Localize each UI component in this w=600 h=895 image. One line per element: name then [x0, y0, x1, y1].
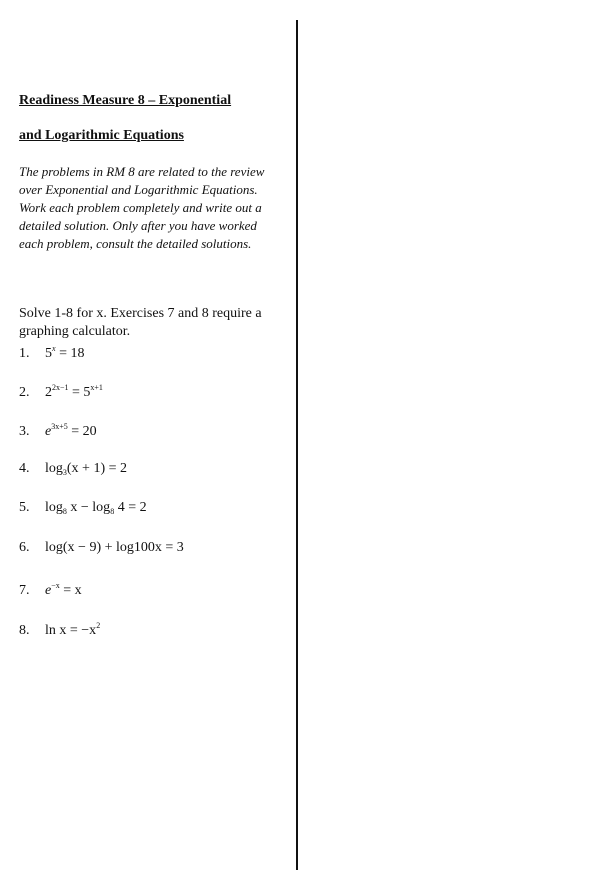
problem-number: 3.: [19, 424, 30, 439]
title-line-1: Readiness Measure 8 – Exponential: [19, 93, 232, 108]
problem-6: [19, 540, 184, 556]
problem-4: [19, 461, 127, 477]
problem-number: 7.: [19, 583, 30, 598]
equation: $\log_3(x + 1) = 2$: [45, 461, 128, 477]
problem-number: 6.: [19, 540, 30, 555]
problem-8: [19, 621, 100, 639]
equation: $2^{2x-1} = 5^{x+1}$: [45, 383, 103, 400]
problem-5: [19, 500, 147, 516]
equation: $\log_8 x - \log_8 4 = 2$: [45, 500, 147, 516]
problem-3: [19, 422, 97, 440]
intro-paragraph: The problems in RM 8 are related to the review over Exponential and Logarithmic Equations. Work each problem completely and write out a detailed solution. Only after you have worked each problem, consult the detailed solutions.: [19, 164, 265, 251]
title-line-2: and Logarithmic Equations: [19, 128, 184, 143]
column-divider: [296, 20, 298, 870]
problem-1: [19, 344, 84, 362]
problem-number: 1.: [19, 346, 30, 361]
equation: $5^x = 18$: [45, 344, 85, 361]
equation: log(x − 9) + log100x = 3: [45, 540, 184, 555]
problem-7: [19, 581, 82, 599]
equation: $e^{-x} = x$: [45, 581, 82, 598]
problem-number: 5.: [19, 500, 30, 515]
problem-2: [19, 383, 103, 401]
equation: $\ln x = -x^2$: [45, 621, 101, 638]
problem-number: 2.: [19, 385, 30, 400]
equation: $e^{3x+5} = 20$: [45, 422, 97, 439]
problem-number: 4.: [19, 461, 30, 476]
problem-number: 8.: [19, 623, 30, 638]
instructions: Solve 1-8 for x. Exercises 7 and 8 require a graphing calculator.: [19, 306, 262, 339]
